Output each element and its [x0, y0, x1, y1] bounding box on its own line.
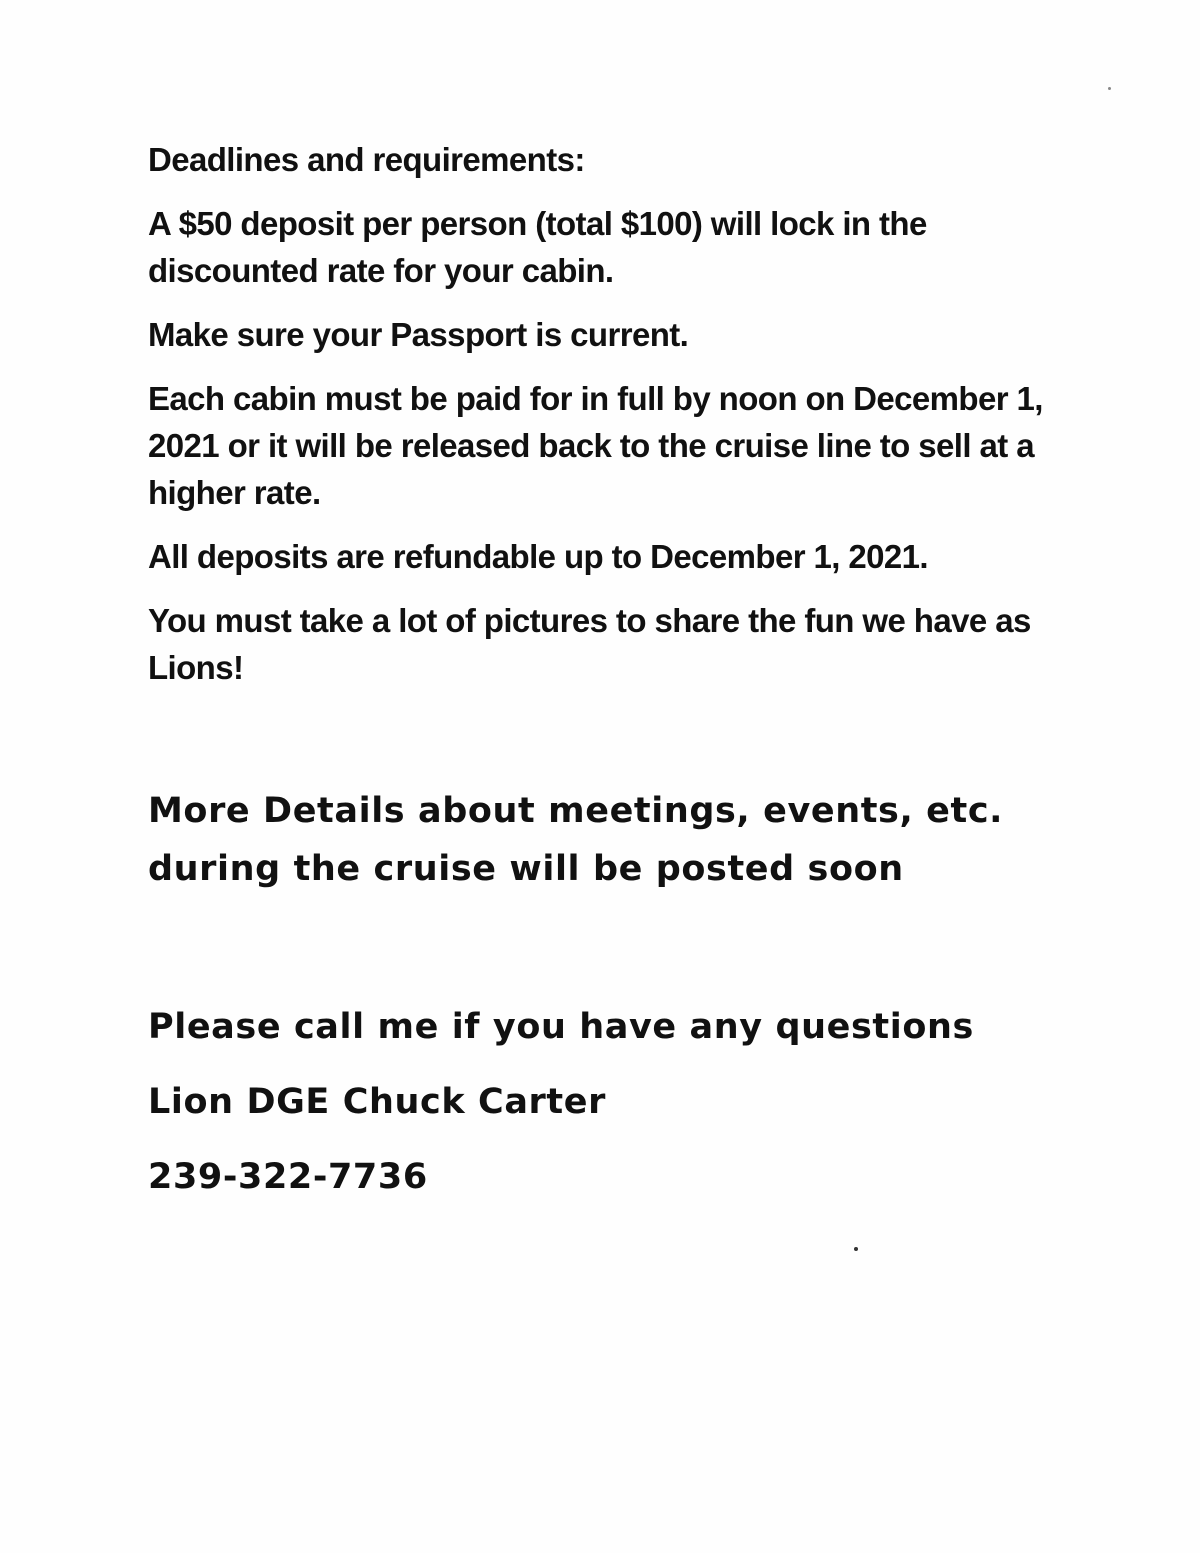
more-details-section: [148, 782, 1088, 898]
contact-phone: 239-322-7736: [148, 1157, 428, 1197]
refund-text: All deposits are refundable up to December 1, 2021.: [148, 538, 928, 575]
payment-deadline-text: Each cabin must be paid for in full by noon on December 1, 2021 or it will be released back to the cruise line to sell at a higher rate.: [148, 380, 1043, 511]
contact-section: [148, 990, 1088, 1215]
call-line: Please call me if you have any questions: [148, 1007, 974, 1047]
pictures-text: You must take a lot of pictures to share the fun we have as Lions!: [148, 602, 1031, 686]
more-details-line-1: More Details about meetings, events, etc.: [148, 791, 1004, 831]
more-details-line-2: during the cruise will be posted soon: [148, 849, 904, 889]
deposit-text: A $50 deposit per person (total $100) will lock in the discounted rate for your cabin.: [148, 205, 927, 289]
passport-text: Make sure your Passport is current.: [148, 316, 689, 353]
requirements-heading: Deadlines and requirements:: [148, 141, 585, 178]
scan-speck: [854, 1247, 858, 1251]
scan-speck: [1108, 87, 1111, 90]
contact-name: Lion DGE Chuck Carter: [148, 1082, 606, 1122]
requirements-section: [148, 136, 1078, 708]
